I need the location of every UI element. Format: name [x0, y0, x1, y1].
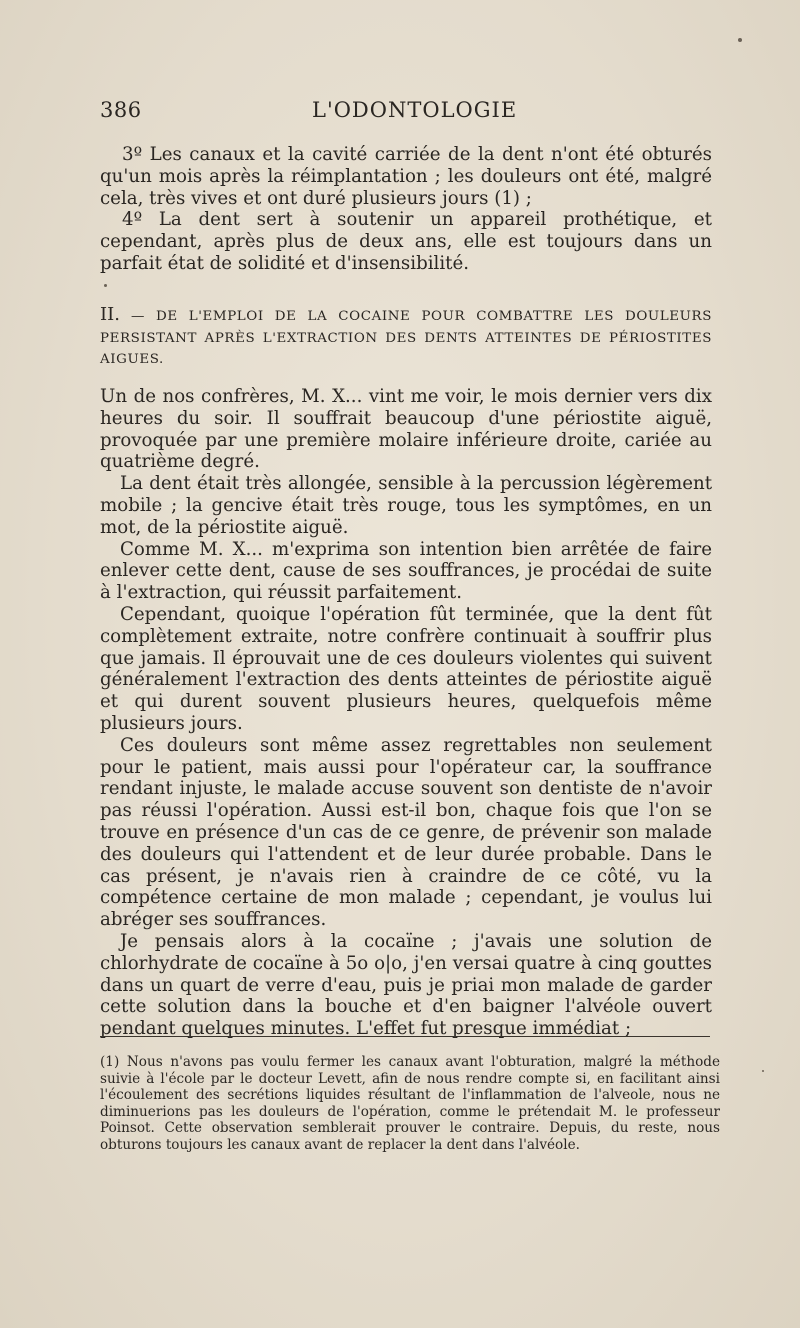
paper-speck — [762, 1070, 764, 1072]
paper-speck — [104, 284, 107, 287]
observation-item-3: 3º Les canaux et la cavité carriée de la dent n'ont été obturés qu'un mois après la réimplantation ; les douleurs ont été, malgré cela, très vives et ont duré plusieurs jours (1) ; — [100, 144, 712, 209]
footnote-text: (1) Nous n'avons pas voulu fermer les canaux avant l'obturation, malgré la méthode suivie à l'école par le docteur Levett, afin de nous rendre compte si, en facilitant ainsi l'écoulement des secrétions liquides résultant de l'inflammation de l'alveole, nous ne diminuerions pas les douleurs de l'opération, comme le prétendait M. le professeur Poinsot. Cette observation semblerait prouver le contraire. Depuis, du reste, nous obturons toujours les canaux avant de replacer la dent dans l'alvéole. — [100, 1054, 720, 1153]
main-narrative — [100, 386, 712, 1040]
running-head — [100, 98, 710, 128]
paragraph: Cependant, quoique l'opération fût terminée, que la dent fût complètement extraite, notre confrère continuait à souffrir plus que jamais. Il éprouvait une de ces douleurs violentes qui suivent généralement l'extraction des dents atteintes de périostite aiguë et qui durent souvent plusieurs heures, quelquefois même plusieurs jours. — [100, 603, 712, 734]
section-heading — [100, 304, 712, 371]
footnote-divider — [100, 1036, 710, 1037]
paragraph: Ces douleurs sont même assez regrettables non seulement pour le patient, mais aussi pour l'opérateur car, la souffrance rendant injuste, le malade accuse souvent son dentiste de n'avoir pas réussi l'opération. Aussi est-il bon, chaque fois que l'on se trouve en présence d'un cas de ce genre, de prévenir son malade des douleurs qui l'attendent et de leur durée probable. Dans le cas présent, je n'avais rien à craindre de ce côté, vu la compétence certaine de mon malade ; cependant, je voulus lui abréger ses souffrances. — [100, 734, 712, 931]
section-title: — DE L'EMPLOI DE LA COCAINE POUR COMBATTRE LES DOULEURS PERSISTANT APRÈS L'EXTRACTION DES DENTS ATTEINTES DE PÉRIOSTITES AIGUES. — [100, 309, 712, 367]
paragraph: La dent était très allongée, sensible à la percussion légèrement mobile ; la gencive était très rouge, tous les symptômes, en un mot, de la périostite aiguë. — [100, 473, 712, 538]
paragraph: Un de nos confrères, M. X... vint me voir, le mois dernier vers dix heures du soir. Il souffrait beaucoup d'une périostite aiguë, provoquée par une première molaire inférieure droite, cariée au quatrième degré. — [100, 386, 712, 473]
page-number: 386 — [100, 98, 142, 122]
footnote — [100, 1054, 720, 1154]
paragraph: Je pensais alors à la cocaïne ; j'avais une solution de chlorhydrate de cocaïne à 5o o|o, j'en versai quatre à cinq gouttes dans un quart de verre d'eau, puis je priai mon malade de garder cette solution dans la bouche et d'en baigner l'alvéole ouvert pendant quelques minutes. L'effet fut presque immédiat ; — [100, 930, 712, 1040]
numbered-observations — [100, 144, 712, 275]
section-numeral: II. — [100, 304, 120, 325]
journal-title: L'ODONTOLOGIE — [312, 98, 518, 122]
paragraph: Comme M. X... m'exprima son intention bien arrêtée de faire enlever cette dent, cause de ses souffrances, je procédai de suite à l'extraction, qui réussit parfaitement. — [100, 538, 712, 604]
paper-speck — [738, 38, 742, 42]
observation-item-4: 4º La dent sert à soutenir un appareil prothétique, et cependant, après plus de deux ans, elle est toujours dans un parfait état de solidité et d'insensibilité. — [100, 209, 712, 274]
